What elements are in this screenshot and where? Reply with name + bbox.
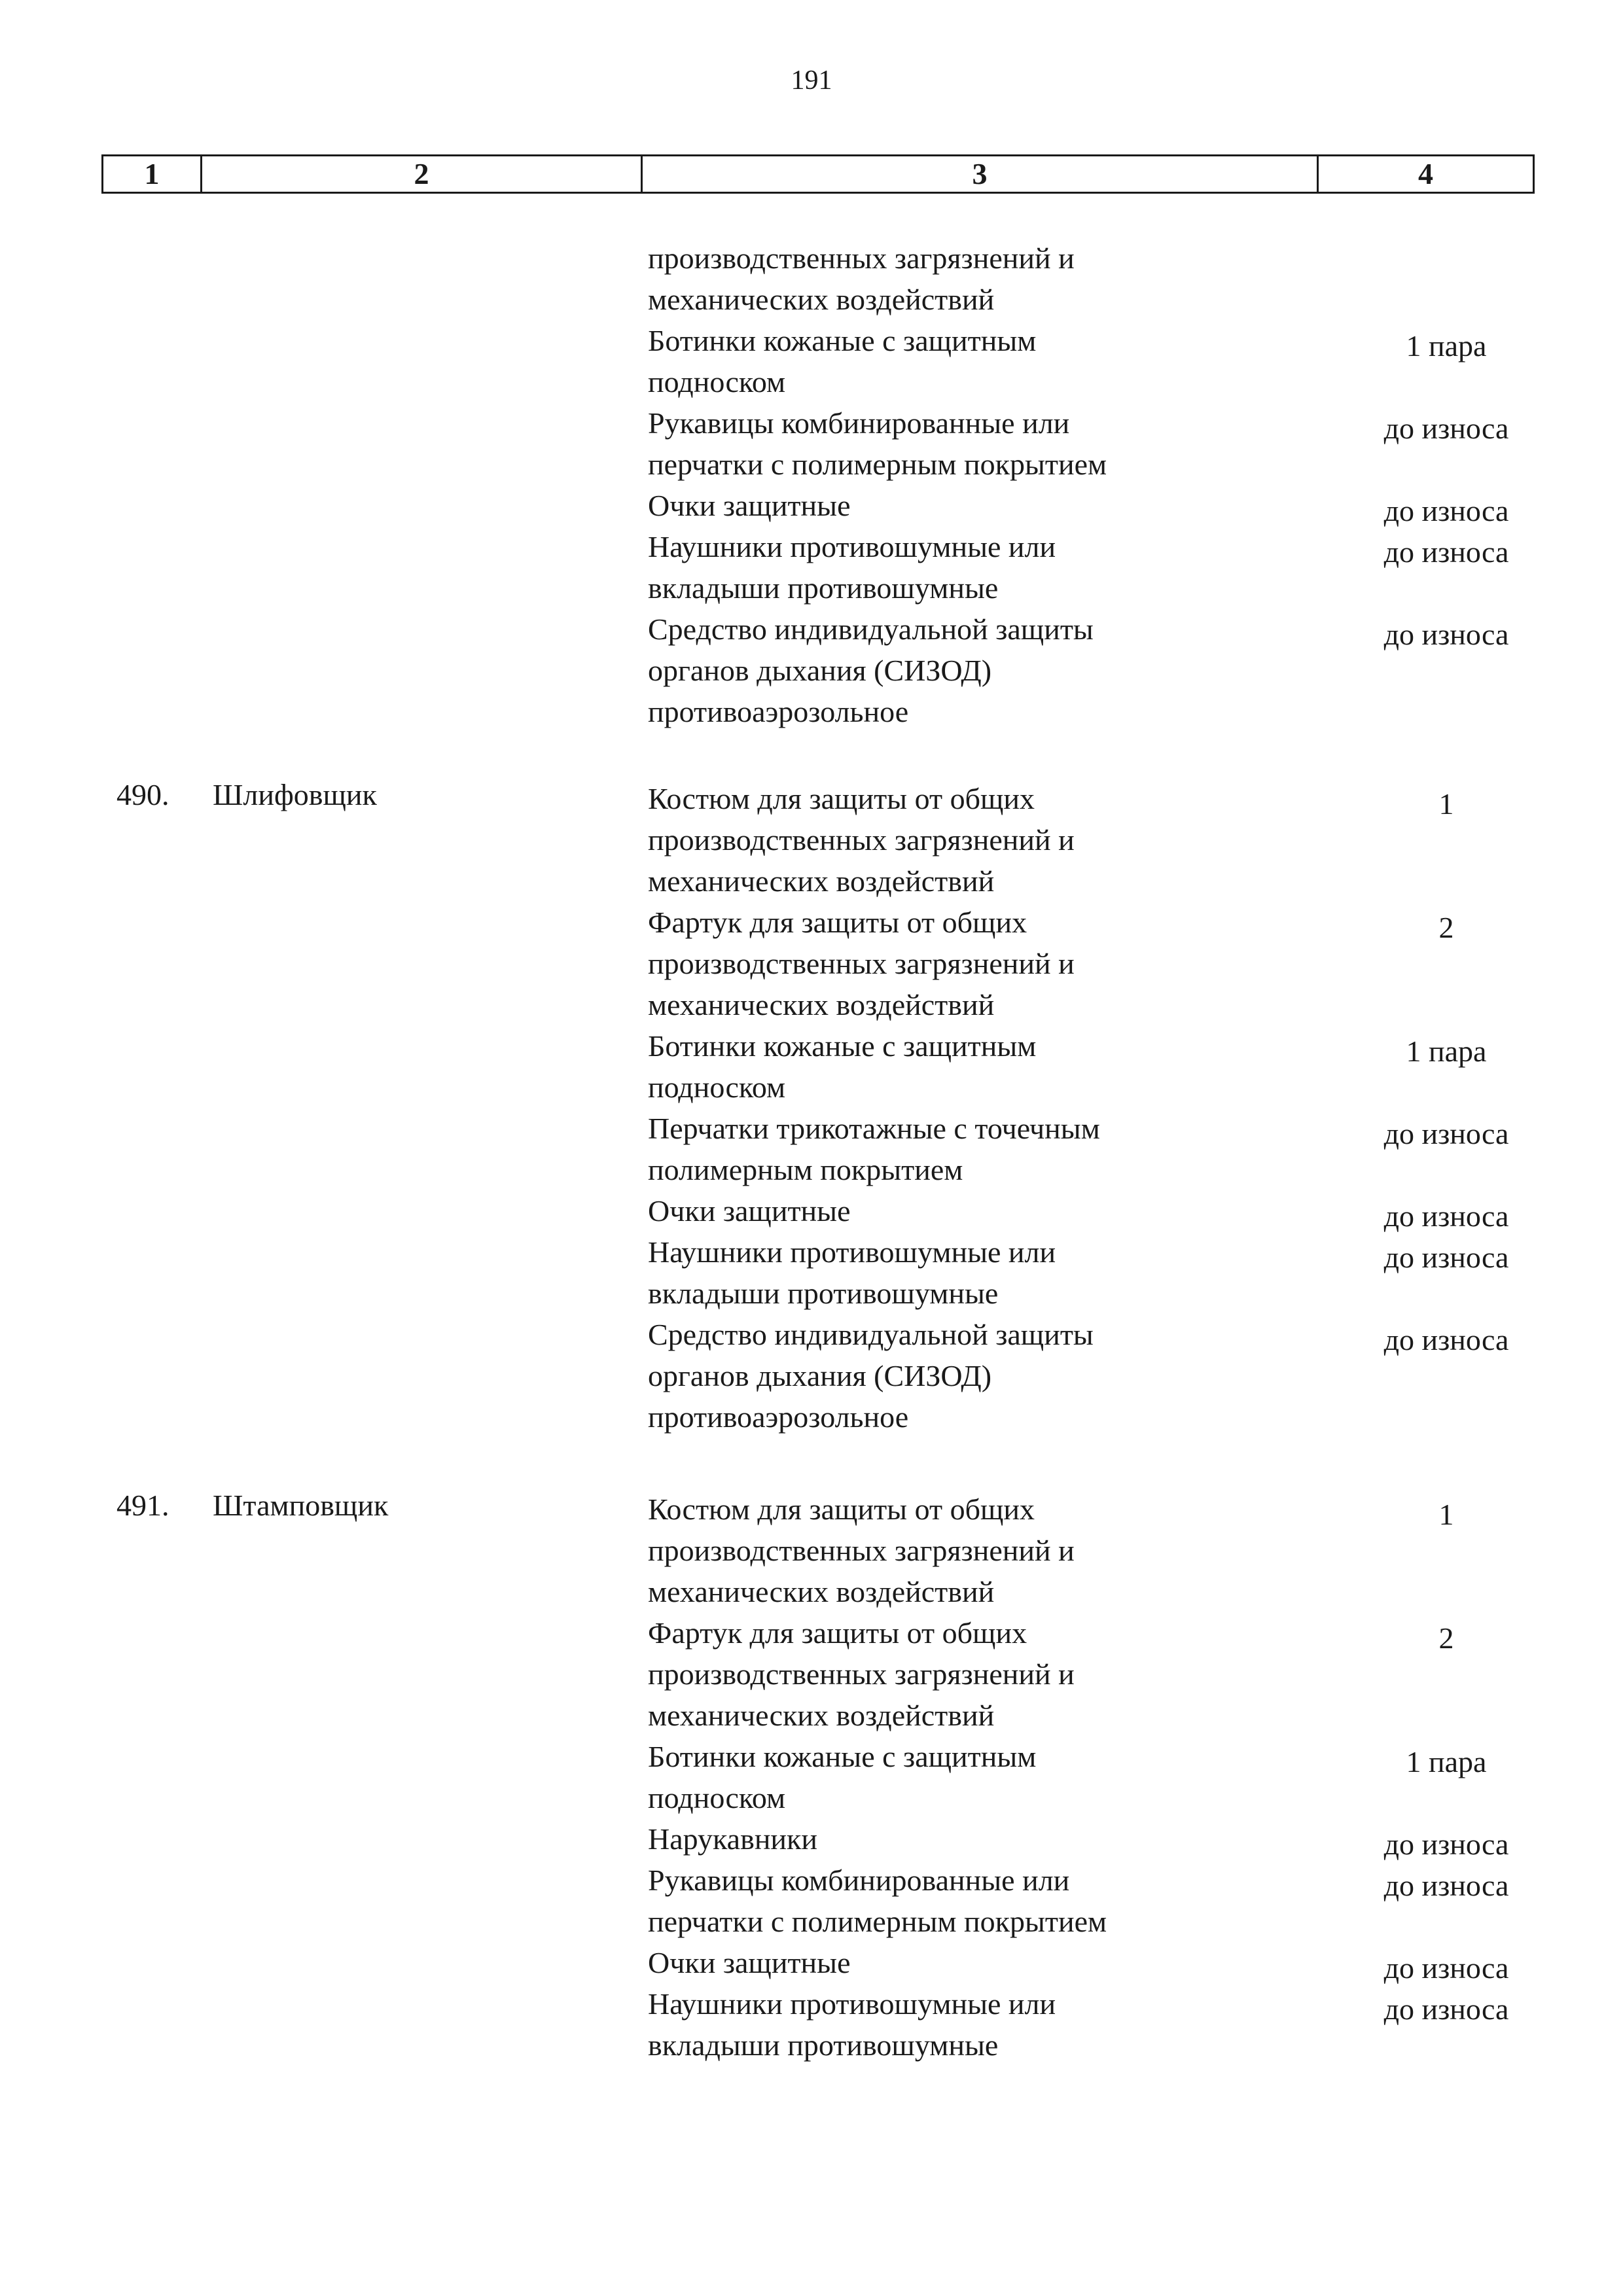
item-quantity: до износа [1383, 494, 1509, 527]
item-line: Костюм для защиты от общих [648, 1492, 1035, 1526]
column-number-header [101, 154, 1535, 194]
item-line: механических воздействий [648, 864, 995, 898]
item-line: органов дыхания (СИЗОД) [648, 1359, 992, 1392]
item-line: Ботинки кожаные с защитным [648, 1740, 1037, 1773]
item-line: перчатки с полимерным покрытием [648, 1905, 1107, 1938]
item-line: Фартук для защиты от общих [648, 1616, 1027, 1650]
item-quantity: до износа [1383, 618, 1509, 651]
item-line: подноском [648, 1781, 786, 1814]
item-line: Фартук для защиты от общих [648, 906, 1027, 939]
item-quantity: 1 [1438, 1498, 1454, 1531]
item-line: подноском [648, 1070, 786, 1104]
item-line: производственных загрязнений и [648, 947, 1075, 980]
column-header-4: 4 [1318, 156, 1534, 193]
item-line: механических воздействий [648, 283, 995, 316]
row-number: 490. [116, 778, 169, 811]
item-quantity: 2 [1438, 1621, 1454, 1655]
item-line: вкладыши противошумные [648, 2028, 999, 2062]
item-line: Костюм для защиты от общих [648, 782, 1035, 815]
item-quantity: 1 пара [1406, 329, 1487, 362]
item-line: производственных загрязнений и [648, 1534, 1075, 1567]
item-quantity: 1 пара [1406, 1034, 1487, 1068]
item-quantity: 2 [1438, 911, 1454, 944]
item-line: подноском [648, 365, 786, 398]
item-line: Очки защитные [648, 1946, 851, 1979]
item-line: механических воздействий [648, 1699, 995, 1732]
item-line: противоаэрозольное [648, 695, 909, 728]
column-header-2: 2 [202, 156, 642, 193]
item-line: Нарукавники [648, 1822, 818, 1856]
profession-name: Штамповщик [213, 1489, 389, 1522]
item-line: производственных загрязнений и [648, 1657, 1075, 1691]
item-line: Очки защитные [648, 1194, 851, 1227]
item-quantity: 1 пара [1406, 1745, 1487, 1778]
item-line: вкладыши противошумные [648, 571, 999, 605]
item-line: механических воздействий [648, 1575, 995, 1608]
item-quantity: 1 [1438, 787, 1454, 821]
item-quantity: до износа [1383, 1951, 1509, 1985]
page-number: 191 [791, 65, 832, 96]
item-line: Средство индивидуальной защиты [648, 1318, 1094, 1351]
item-line: механических воздействий [648, 988, 995, 1021]
item-line: полимерным покрытием [648, 1153, 963, 1186]
item-line: производственных загрязнений и [648, 241, 1075, 275]
item-line: Рукавицы комбинированные или [648, 1863, 1070, 1897]
item-line: Ботинки кожаные с защитным [648, 324, 1037, 357]
row-number: 491. [116, 1489, 169, 1522]
item-line: Средство индивидуальной защиты [648, 612, 1094, 646]
item-quantity: до износа [1383, 535, 1509, 569]
item-line: перчатки с полимерным покрытием [648, 448, 1107, 481]
item-line: Очки защитные [648, 489, 851, 522]
item-line: Перчатки трикотажные с точечным [648, 1112, 1100, 1145]
profession-name: Шлифовщик [213, 778, 377, 811]
item-quantity: до износа [1383, 1869, 1509, 1902]
item-quantity: до износа [1383, 1323, 1509, 1356]
item-line: Рукавицы комбинированные или [648, 406, 1070, 440]
item-line: Наушники противошумные или [648, 530, 1056, 563]
item-line: Наушники противошумные или [648, 1235, 1056, 1269]
item-line: производственных загрязнений и [648, 823, 1075, 857]
item-quantity: до износа [1383, 412, 1509, 445]
column-header-1: 1 [103, 156, 202, 193]
item-line: Ботинки кожаные с защитным [648, 1029, 1037, 1063]
column-header-3: 3 [642, 156, 1318, 193]
item-line: органов дыхания (СИЗОД) [648, 654, 992, 687]
item-quantity: до износа [1383, 1117, 1509, 1150]
item-line: вкладыши противошумные [648, 1277, 999, 1310]
item-line: противоаэрозольное [648, 1400, 909, 1434]
item-line: Наушники противошумные или [648, 1987, 1056, 2021]
item-quantity: до износа [1383, 1199, 1509, 1233]
item-quantity: до износа [1383, 1992, 1509, 2026]
item-quantity: до износа [1383, 1828, 1509, 1861]
item-quantity: до износа [1383, 1241, 1509, 1274]
